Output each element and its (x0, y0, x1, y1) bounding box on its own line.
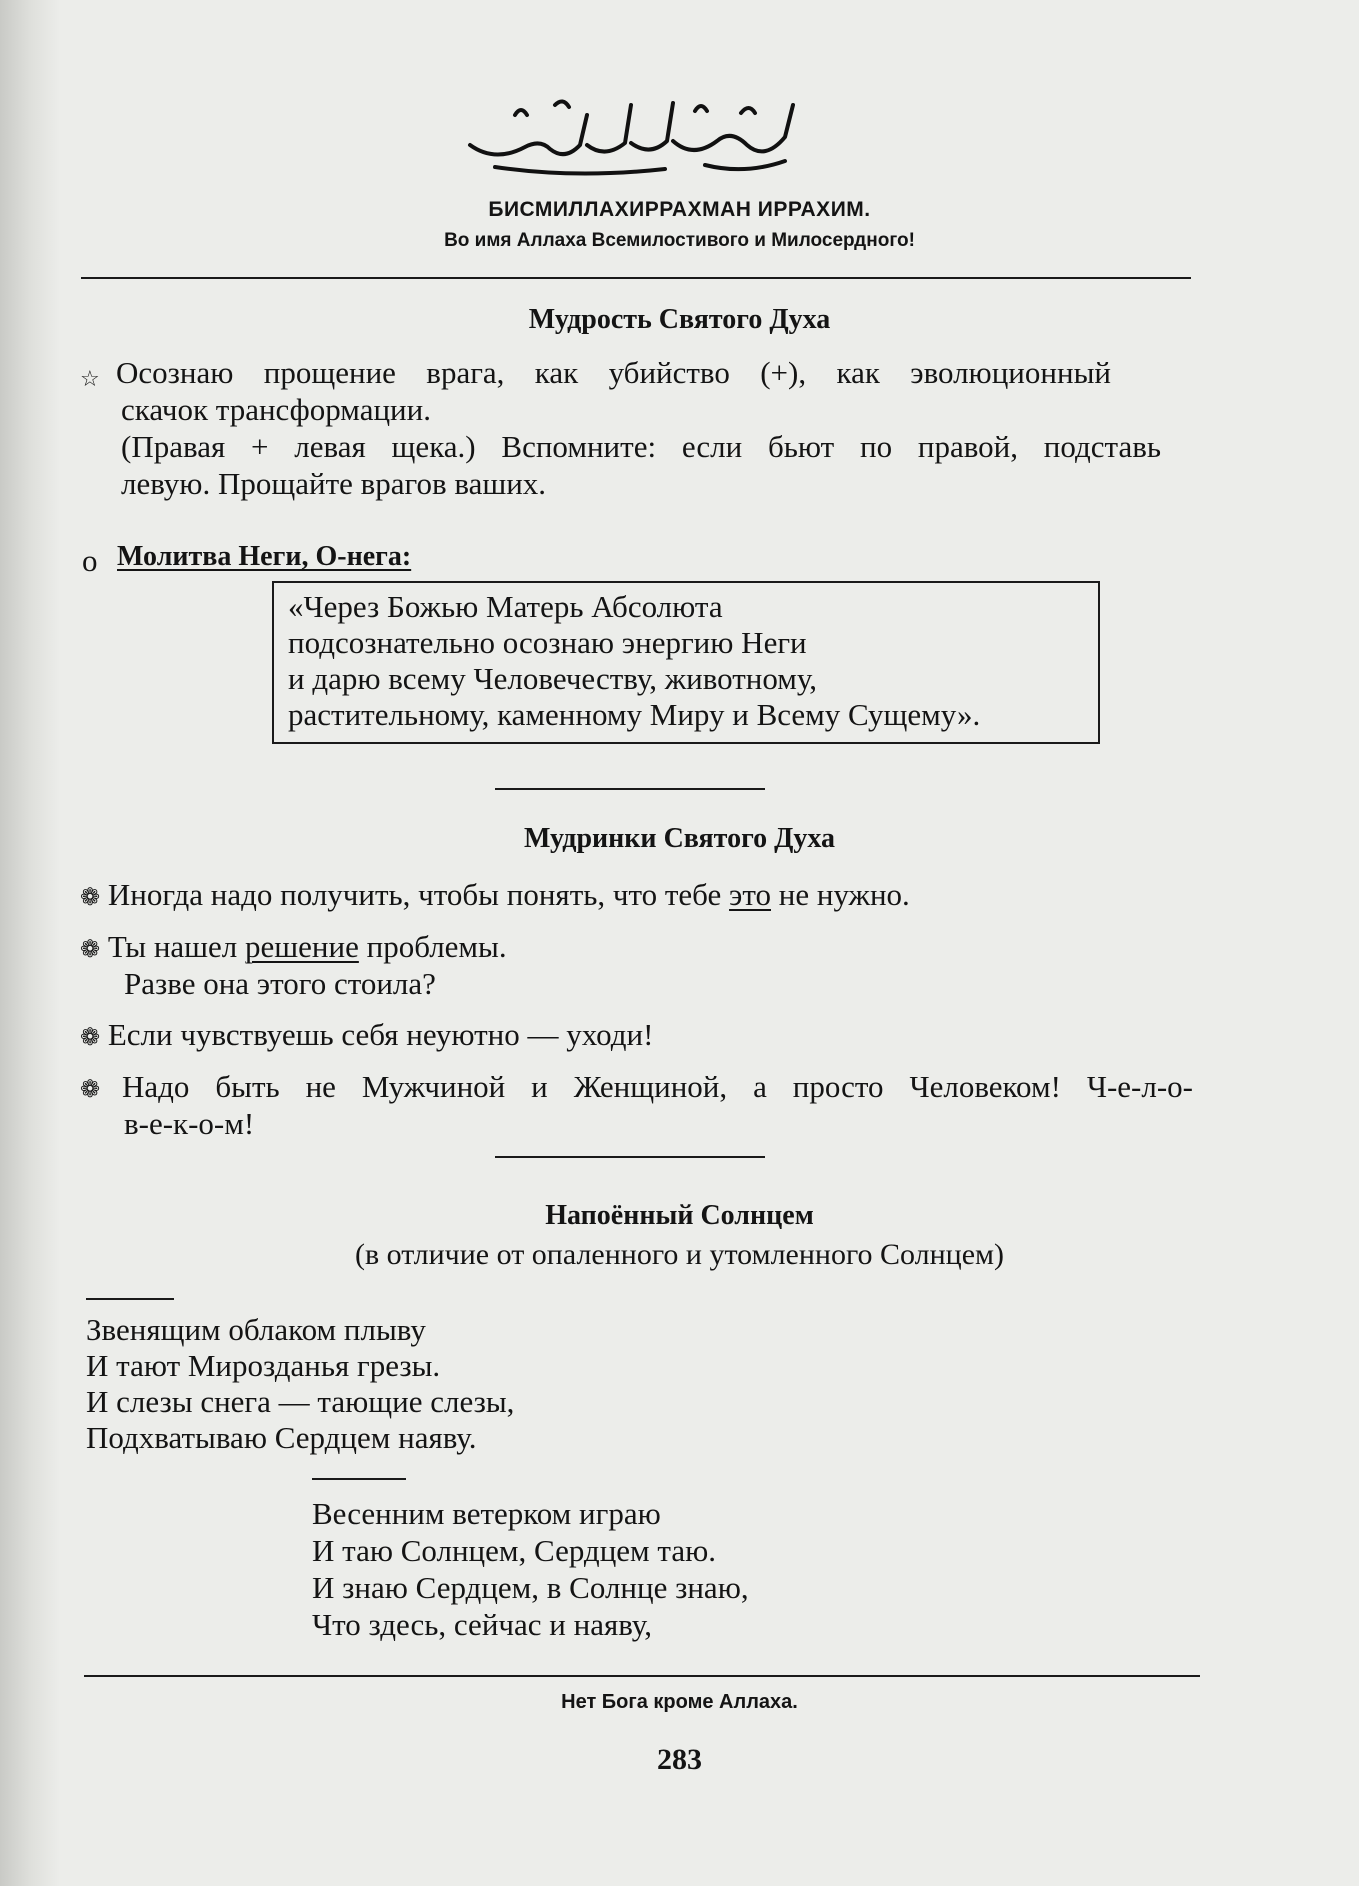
stanza-1-line-3: И слезы снега — тающие слезы, (86, 1384, 515, 1419)
saying-1-text: Иногда надо получить, чтобы понять, что тебе (107, 877, 722, 912)
flower-icon: ❁ (80, 883, 101, 911)
poem-subtitle: (в отличие от опаленного и утомленного Солнцем) (354, 1238, 1005, 1271)
saying-2-end: проблемы. (366, 929, 507, 964)
saying-1-underlined: это (729, 877, 771, 912)
prayer-line-2: подсознательно осознаю энергию Неги (288, 625, 807, 660)
calligraphy-text: بِسْمِ اللَّهِ الرَّحْمَٰنِ الرَّحِيمِ (624, 134, 646, 136)
saying-4-line-1: Надо быть не Мужчиной и Женщиной, а просто Человеком! Ч-е-л-о- (122, 1069, 1193, 1104)
stanza-2-line-2: И таю Солнцем, Сердцем таю. (312, 1533, 717, 1568)
section-title-wisdom: Мудрость Святого Духа (528, 304, 831, 335)
saying-1 (80, 876, 910, 916)
stanza-1 (86, 1312, 514, 1456)
stanza-1-line-2: И тают Мирозданья грезы. (86, 1348, 441, 1383)
saying-4-line-2: в-е-к-о-м! (124, 1106, 255, 1141)
saying-4-marker (80, 1068, 100, 1108)
section-divider (495, 788, 765, 790)
prayer-quote-box (272, 581, 1100, 744)
prayer-title: Молитва Неги, О-нега: (117, 541, 412, 572)
circle-bullet: o (82, 543, 98, 578)
poem-title: Напоённый Солнцем (545, 1200, 814, 1231)
stanza-2-line-4: Что здесь, сейчас и наяву, (312, 1607, 652, 1642)
wisdom-line-3: (Правая + левая щека.) Вспомните: если бьют по правой, подставь (121, 429, 1161, 464)
saying-2 (80, 928, 507, 968)
stanza-1-line-1: Звенящим облаком плыву (86, 1312, 426, 1347)
flower-icon: ❁ (80, 1023, 101, 1051)
page-gutter-shadow (0, 0, 60, 1886)
flower-icon: ❁ (80, 1075, 101, 1103)
stanza-2-line-3: И знаю Сердцем, в Солнце знаю, (312, 1570, 749, 1605)
header-title: БИСМИЛЛАХИРРАХМАН ИРРАХИМ. (488, 198, 871, 221)
saying-3 (80, 1016, 653, 1056)
footer-text: Нет Бога кроме Аллаха. (561, 1691, 798, 1713)
prayer-bullet (82, 542, 98, 579)
wisdom-line-1: Осознаю прощение врага, как убийство (+), как эволюционный (116, 355, 1111, 390)
stanza-divider (312, 1478, 406, 1480)
footer-divider (84, 1675, 1200, 1677)
header-divider (81, 277, 1191, 279)
header-subtitle: Во имя Аллаха Всемилостивого и Милосердного! (444, 230, 915, 251)
wisdom-line-2: скачок трансформации. (121, 392, 431, 427)
section-divider (495, 1156, 765, 1158)
saying-3-text: Если чувствуешь себя неуютно — уходи! (107, 1017, 654, 1052)
stanza-2-line-1: Весенним ветерком играю (312, 1496, 661, 1531)
page-number: 283 (657, 1743, 702, 1776)
prayer-line-1: «Через Божью Матерь Абсолюта (288, 589, 723, 624)
section-title-sayings: Мудринки Святого Духа (524, 823, 835, 854)
bismillah-calligraphy (455, 75, 815, 185)
saying-2-line-2: Разве она этого стоила? (124, 966, 436, 1001)
wisdom-line-4: левую. Прощайте врагов ваших. (121, 466, 547, 501)
stanza-2 (312, 1495, 749, 1643)
stanza-divider (86, 1298, 174, 1300)
prayer-line-4: растительному, каменному Миру и Всему Сущему». (288, 697, 981, 732)
saying-2-text: Ты нашел (107, 929, 238, 964)
prayer-line-3: и дарю всему Человечеству, животному, (288, 661, 818, 696)
saying-1-end: не нужно. (778, 877, 910, 912)
saying-2-underlined: решение (245, 929, 359, 964)
flower-icon: ❁ (80, 935, 101, 963)
bullet-marker (80, 357, 100, 398)
stanza-1-line-4: Подхватываю Сердцем наяву. (86, 1420, 477, 1455)
star-icon: ☆ (80, 367, 100, 392)
